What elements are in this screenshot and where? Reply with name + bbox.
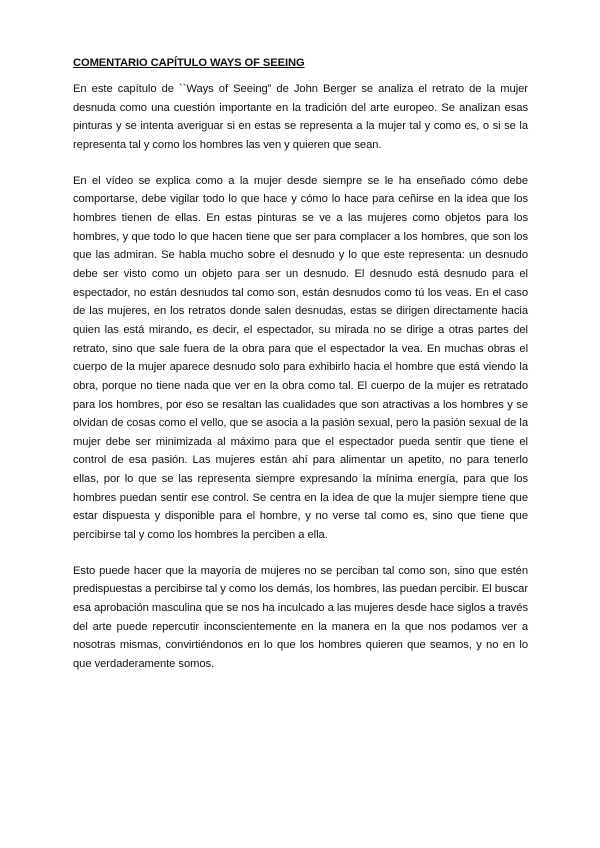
paragraph-conclusion: Esto puede hacer que la mayoría de mujeres no se perciban tal como son, sino que estén predispuestas a percibirse tal y como los demás, los hombres, las puedan percibir. El buscar esa aprobación masculina que se nos ha inculcado a las mujeres desde hace siglos a través del arte puede repercutir inconscientemente en la manera en la que nos podamos ver a nosotras mismas, convirtiéndonos en lo que los hombres quieren que seamos, y no en lo que verdaderamente somos.	[73, 564, 528, 671]
document-body	[73, 56, 528, 691]
paragraph-analysis: En el vídeo se explica como a la mujer desde siempre se le ha enseñado cómo debe comportarse, debe vigilar todo lo que hace y cómo lo hace para ceñirse en la idea que los hombres tienen de ellas. En estas pinturas se ve a las mujeres como objetos para los hombres, y que todo lo que hacen tiene que ser para complacer a los hombres, que son los que las admiran. Se habla mucho sobre el desnudo y lo que este representa: un desnudo debe ser visto como un objeto para ser un desnudo. El desnudo está desnudo para el espectador, no están desnudos tal como son, están desnudos como tú los veas. En el caso de las mujeres, en los retratos donde salen desnudas, estas se dirigen directamente hacia quien las está mirando, es decir, el espectador, su mirada no se dirige a otras partes del retrato, sino que sale fuera de la obra para que el espectador la vea. En muchas obras el cuerpo de la mujer aparece desnudo solo para exhibirlo hacia el hombre que está viendo la obra, porque no tiene nada que ver en la obra como tal. El cuerpo de la mujer es retratado para los hombres, por eso se resaltan las cualidades que son atractivas a los hombres y se olvidan de cosas como el vello, que se asocia a la pasión sexual, pero la pasión sexual de la mujer debe ser minimizada al máximo para que el espectador pueda sentir que tiene el control de esa pasión. Las mujeres están ahí para alimentar un apetito, no para tenerlo ellas, por lo que se las representa siempre expresando la mínima energía, para que los hombres puedan sentir ese control. Se centra en la idea de que la mujer siempre tiene que estar dispuesta y disponible para el hombre, y no verse tal como es, sino que tiene que percibirse tal y como los hombres la perciben a ella.	[73, 174, 528, 542]
document-title: COMENTARIO CAPÍTULO WAYS OF SEEING	[73, 57, 305, 69]
paragraph-intro: En este capítulo de ``Ways of Seeing” de John Berger se analiza el retrato de la mujer desnuda como una cuestión importante en la tradición del arte europeo. Se analizan esas pinturas y se intenta averiguar si en estas se representa a la mujer tal y como es, o si se la representa tal y como los hombres las ven y quieren que sean.	[73, 83, 528, 151]
